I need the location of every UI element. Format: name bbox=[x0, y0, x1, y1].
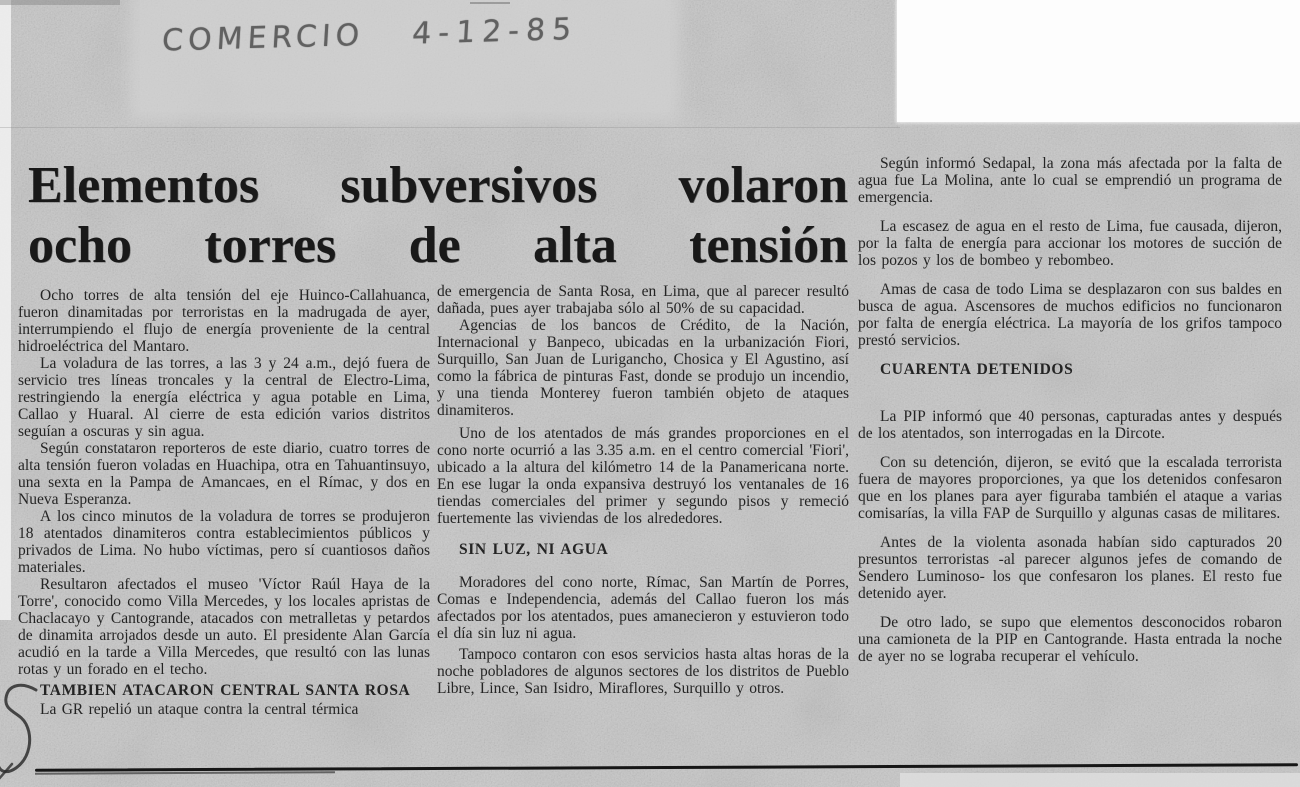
paragraph: Tampoco contaron con esos servicios hasta altas horas de la noche pobladores de algunos sectores de los distritos de Pueblo Libre, Lince, San Isidro, Miraflores, Surquillo y otros. bbox=[437, 646, 849, 697]
scan-smudge bbox=[470, 2, 510, 4]
scan-white-edge-left bbox=[0, 0, 11, 620]
article-column-3 bbox=[858, 155, 1282, 677]
paragraph: La GR repelió un ataque contra la central térmica bbox=[40, 701, 359, 718]
paragraph: Uno de los atentados de más grandes proporciones en el cono norte ocurrió a las 3.35 a.m. en el centro comercial 'Fiori', ubicado a la altura del kilómetro 14 de la Panamericana norte. En ese lugar la onda expansiva destruyó los ventanales de 16 tiendas comerciales del primer y segundo pisos y remeció fuertemente las viviendas de los alrededores. bbox=[437, 425, 849, 527]
paragraph: Antes de la violenta asonada habían sido capturados 20 presuntos terroristas -al parecer algunos jefes de comando de Sendero Luminoso- los que confesaron los planes. El resto fue detenido ayer. bbox=[858, 534, 1282, 602]
article-column-1 bbox=[18, 287, 430, 718]
scan-smudge bbox=[0, 0, 120, 5]
subheading-central-santa-rosa: TAMBIEN ATACARON CENTRAL SANTA ROSA bbox=[40, 682, 411, 699]
article-headline bbox=[28, 156, 848, 276]
scan-light-edge-bottom-right bbox=[900, 773, 1300, 787]
handwritten-date-label: 4-12-85 bbox=[411, 11, 580, 52]
handwritten-publication-label: COMERCIO bbox=[161, 17, 366, 59]
paragraph: De otro lado, se supo que elementos desconocidos robaron una camioneta de la PIP en Cantogrande. Hasta entrada la noche de ayer no se lograba recuperar el vehículo. bbox=[858, 614, 1282, 665]
paragraph: Según constataron reporteros de este diario, cuatro torres de alta tensión fueron voladas en Huachipa, otra en Tahuantinsuyo, una sexta en la Pampa de Amancaes, en el Rímac, y dos en Nueva Esperanza. bbox=[18, 440, 430, 508]
paragraph: Con su detención, dijeron, se evitó que la escalada terrorista fuera de mayores proporciones, ya que los detenidos confesaron que en los planes para ayer figuraba también el ataque a varias comisarías, la villa FAP de Surquillo y algunas casas de militares. bbox=[858, 454, 1282, 522]
paper-crease-line bbox=[0, 127, 900, 128]
paragraph: A los cinco minutos de la voladura de torres se produjeron 18 atentados dinamiteros contra establecimientos públicos y privados de Lima. No hubo víctimas, pero sí cuantiosos daños materiales. bbox=[18, 508, 430, 576]
paragraph: La voladura de las torres, a las 3 y 24 a.m., dejó fuera de servicio tres líneas troncales y la central de Electro-Lima, restringiendo la energía eléctrica y agua potable en Lima, Callao y Huaral. Al cierre de esta edición varios distritos seguían a oscuras y sin agua. bbox=[18, 355, 430, 440]
paragraph: La PIP informó que 40 personas, capturadas antes y después de los atentados, son interrogadas en la Dircote. bbox=[858, 408, 1282, 442]
paragraph: Amas de casa de todo Lima se desplazaron con sus baldes en busca de agua. Ascensores de muchos edificios no funcionaron por falta de energía eléctrica. La mayoría de los grifos tampoco prestó servicios. bbox=[858, 281, 1282, 349]
paragraph: Moradores del cono norte, Rímac, San Martín de Porres, Comas e Independencia, además del Callao fueron los más afectados por los atentados, pues amanecieron y estuvieron todo el día sin luz ni agua. bbox=[437, 574, 849, 642]
paragraph: Resultaron afectados el museo 'Víctor Raúl Haya de la Torre', conocido como Villa Mercedes, y los locales apristas de Chaclacayo y Cantogrande, atacados con metralletas y petardos de dinamita arrojados desde un auto. El presidente Alan García acudió en la tarde a Villa Mercedes, que resultó con las lunas rotas y un forado en el techo. bbox=[18, 576, 430, 678]
paragraph: Agencias de los bancos de Crédito, de la Nación, Internacional y Banpeco, ubicadas en la urbanización Fiori, Surquillo, San Juan de Lurigancho, Chosica y El Agustino, así como la fábrica de pinturas Fast, donde se produjo un incendio, y una tienda Monterey fueron también objeto de ataques dinamiteros. bbox=[437, 317, 849, 419]
headline-line-2: ocho torres de alta tensión bbox=[28, 217, 848, 274]
paragraph: Ocho torres de alta tensión del eje Huinco-Callahuanca, fueron dinamitadas por terroristas en la madrugada de ayer, interrumpiendo el flujo de energía proveniente de la central hidroeléctrica del Mantaro. bbox=[18, 287, 430, 355]
headline-line-1: Elementos subversivos volaron bbox=[28, 157, 848, 214]
subheading-cuarenta-detenidos: CUARENTA DETENIDOS bbox=[880, 361, 1074, 378]
paragraph: de emergencia de Santa Rosa, en Lima, que al parecer resultó dañada, pues ayer trabajaba sólo al 50% de su capacidad. bbox=[437, 283, 849, 317]
scan-white-corner-top-right bbox=[897, 0, 1300, 122]
paragraph: Según informó Sedapal, la zona más afectada por la falta de agua fue La Molina, ante lo cual se emprendió un programa de emergencia. bbox=[858, 155, 1282, 206]
article-column-2 bbox=[437, 283, 849, 697]
paragraph: La escasez de agua en el resto de Lima, fue causada, dijeron, por la falta de energía para accionar los motores de succión de los pozos y los de bombeo y rebombeo. bbox=[858, 218, 1282, 269]
subheading-sin-luz-ni-agua: SIN LUZ, NI AGUA bbox=[459, 541, 609, 558]
